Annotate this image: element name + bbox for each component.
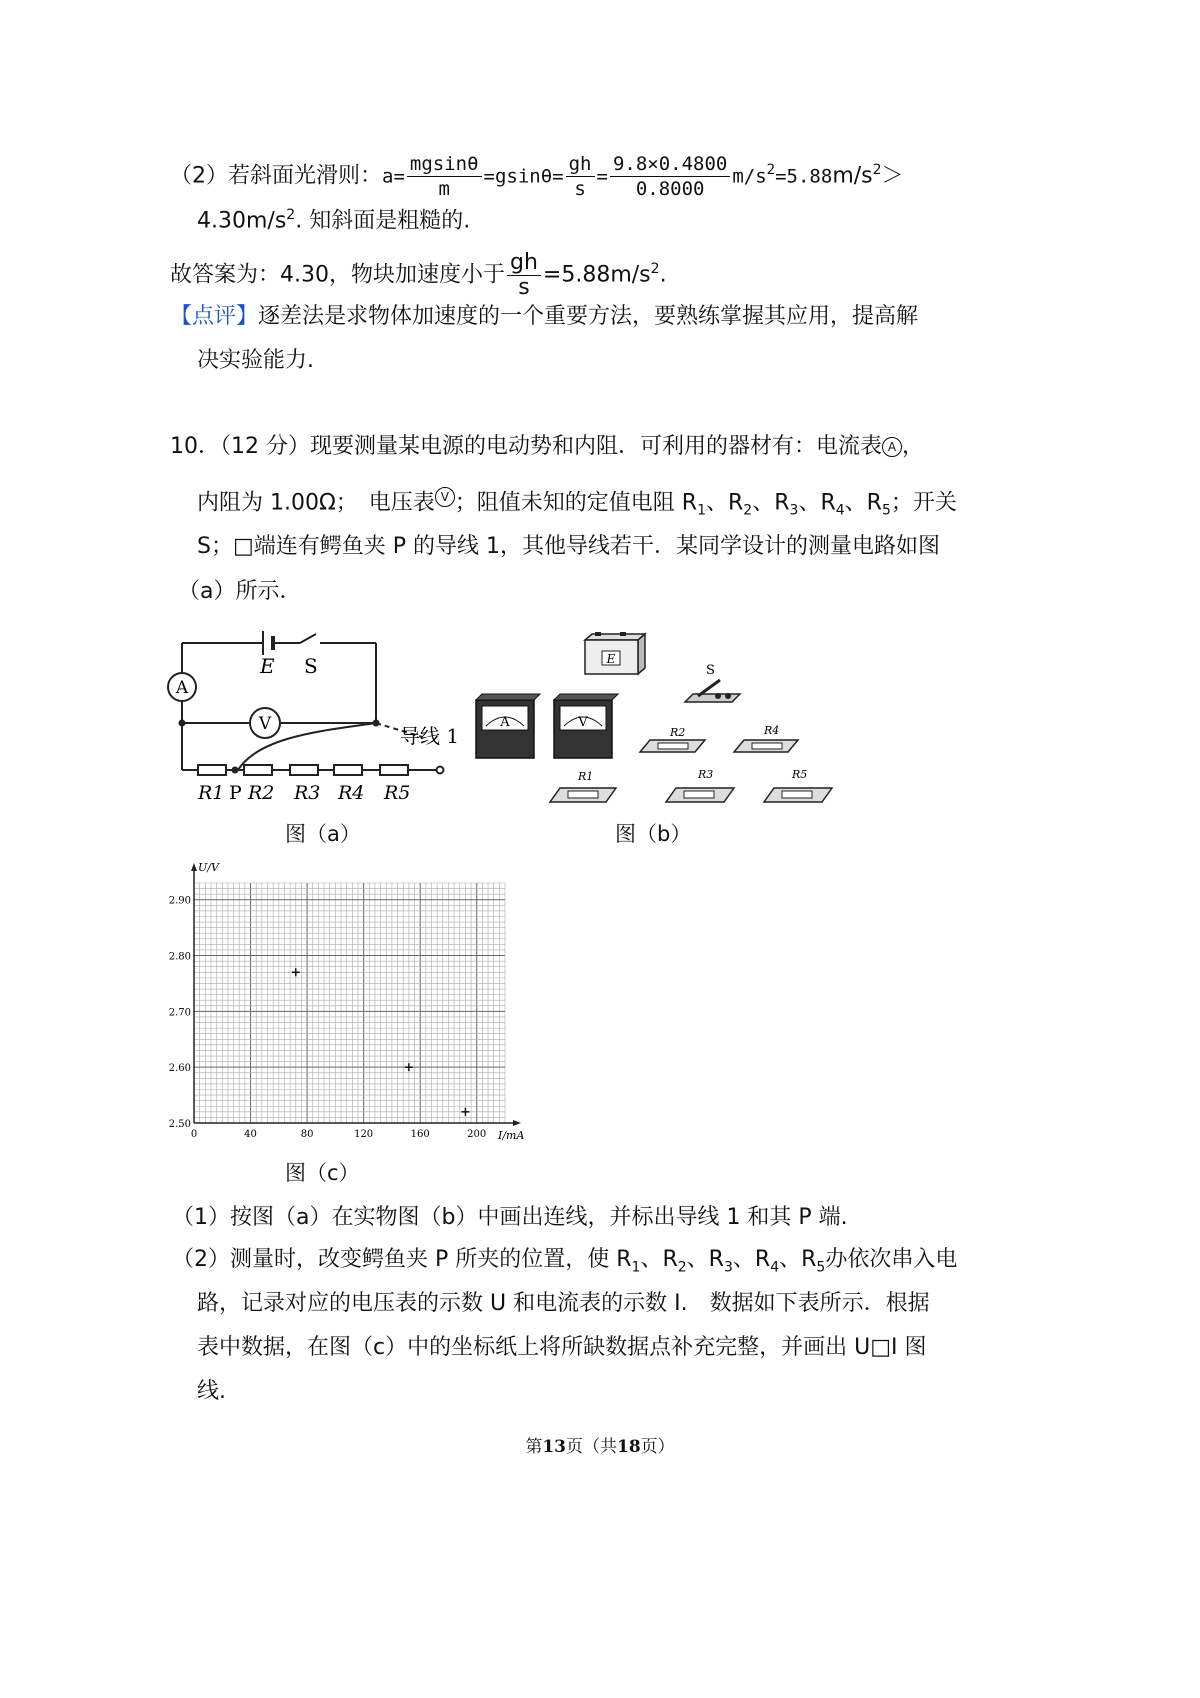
y-tick-label: 2.70 xyxy=(168,1007,191,1019)
fraction-numeric: $\frac{9.8\times 0.4800}{0.8000}$ xyxy=(610,152,730,201)
x-tick-label: 40 xyxy=(244,1129,257,1140)
ammeter-symbol: A xyxy=(882,437,902,457)
r2-label: R2 xyxy=(248,782,275,804)
x-axis-label: I/mA xyxy=(498,1129,525,1142)
x-tick-label: 80 xyxy=(300,1129,314,1140)
review-tag: 【点评】 xyxy=(170,304,259,329)
svg-text:S: S xyxy=(706,663,715,678)
fraction-gh-s-answer: $\frac{gh}{s}$ xyxy=(507,251,541,300)
part2-line2: $4.30m/s^2$. 知斜面是粗糙的. xyxy=(197,207,471,234)
q10-line3: S；□端连有鳄鱼夹 P 的导线 1，其他导线若干．某同学设计的测量电路如图 xyxy=(197,534,940,559)
fraction-gh-s: $\frac{gh}{s}$ xyxy=(566,152,595,201)
greater-than: ＞ xyxy=(881,163,904,189)
page-number: 13 xyxy=(542,1437,566,1457)
svg-text:V: V xyxy=(578,715,588,730)
circuit-diagram xyxy=(160,625,460,810)
sub2-line4: 线. xyxy=(197,1379,226,1404)
y-tick-label: 2.50 xyxy=(168,1119,191,1130)
y-tick-label: 2.80 xyxy=(168,951,191,963)
part2-mid: =gsinθ= xyxy=(483,165,564,188)
u-i-graph xyxy=(160,855,530,1150)
x-axis-arrow xyxy=(513,1120,521,1126)
y-tick-label: 2.60 xyxy=(168,1063,191,1075)
r4-label: R4 xyxy=(338,782,365,804)
svg-text:R2: R2 xyxy=(670,726,686,739)
q10-line1: 10．（12 分）现要测量某电源的电动势和内阻．可利用的器材有：电流表 A ， xyxy=(170,434,924,459)
q10-line4: （a）所示． xyxy=(178,579,302,604)
part2-prefix: （2）若斜面光滑则： xyxy=(170,163,382,189)
resistor-r5-icon xyxy=(764,768,832,802)
unit-b: m/s xyxy=(832,163,873,189)
data-point xyxy=(292,968,300,976)
review-line2: 决实验能力. xyxy=(197,348,314,373)
r1-label: R1 xyxy=(198,782,225,804)
wire1-label: 导线 1 xyxy=(400,724,460,748)
r3-label: R3 xyxy=(294,782,321,804)
switch-label: S xyxy=(304,654,318,678)
unit-b-square: 2 xyxy=(872,162,882,178)
part2-result: =5.88 xyxy=(775,165,833,188)
grid-lines xyxy=(194,883,505,1123)
x-tick-label: 0 xyxy=(190,1129,198,1140)
svg-text:R4: R4 xyxy=(764,724,780,737)
review-line1: 【点评】逐差法是求物体加速度的一个重要方法，要熟练掌握其应用，提高解 xyxy=(170,304,919,329)
p-label: P xyxy=(229,782,242,804)
ammeter-label: A xyxy=(175,678,189,698)
y-axis-label: U/V xyxy=(198,861,219,874)
part2-a-eq: a= xyxy=(382,165,405,188)
emf-label: E xyxy=(260,654,275,678)
svg-text:R3: R3 xyxy=(698,768,714,781)
caption-c: 图（c） xyxy=(285,1161,360,1185)
voltmeter-symbol: V xyxy=(435,487,455,507)
part2-eq: = xyxy=(596,165,608,188)
ammeter-device-icon xyxy=(476,694,540,758)
svg-text:E: E xyxy=(606,652,616,666)
apparatus-figure xyxy=(470,630,840,815)
x-tick-label: 120 xyxy=(354,1129,374,1140)
battery-box-icon xyxy=(585,632,645,674)
fraction-mgsin: $\frac{mgsin\theta}{m}$ xyxy=(407,152,482,201)
sub1: （1）按图（a）在实物图（b）中画出连线，并标出导线 1 和其 P 端. xyxy=(172,1205,848,1230)
sub2-line3: 表中数据，在图（c）中的坐标纸上将所缺数据点补充完整，并画出 U□I 图 xyxy=(197,1335,927,1360)
data-point xyxy=(461,1108,469,1116)
y-tick-label: 2.90 xyxy=(168,895,191,907)
svg-text:R5: R5 xyxy=(792,768,808,781)
sub2-line1: （2）测量时，改变鳄鱼夹 P 所夹的位置，使 $R_1$、$R_2$、$R_3$、$R_4$、$R_5$办依次串入电 xyxy=(172,1247,958,1276)
unit-a: m/s xyxy=(732,165,767,188)
q10-line2: 内阻为 1.00Ω； 电压表 V ；阻值未知的定值电阻 $R_1$、$R_2$、$R_3$、$R_4$、$R_5$；开关 xyxy=(197,487,957,526)
data-point xyxy=(405,1063,413,1071)
page-footer: 第13页（共18页） xyxy=(525,1437,675,1457)
svg-text:R1: R1 xyxy=(578,770,594,783)
sub2-line2: 路，记录对应的电压表的示数 U 和电流表的示数 I. 数据如下表所示．根据 xyxy=(197,1291,930,1316)
resistor-r3-icon xyxy=(666,768,734,802)
x-tick-label: 200 xyxy=(467,1129,487,1140)
unit-a-square: 2 xyxy=(766,162,776,178)
switch-icon xyxy=(685,663,740,702)
x-tick-label: 160 xyxy=(410,1129,430,1140)
part2-line1 xyxy=(170,140,904,200)
page-total: 18 xyxy=(617,1437,641,1457)
svg-text:A: A xyxy=(500,715,510,730)
y-axis-arrow xyxy=(191,863,197,871)
resistor-r1-icon xyxy=(550,770,616,802)
caption-b: 图（b） xyxy=(615,822,692,846)
resistor-r2-icon xyxy=(640,726,705,752)
resistor-r4-icon xyxy=(734,724,798,752)
answer-line: 故答案为：4.30，物块加速度小于 $\frac{gh}{s}$ $=5.88m/s^2$. xyxy=(170,249,667,300)
voltmeter-device-icon xyxy=(554,694,618,758)
voltmeter-label: V xyxy=(258,714,272,734)
caption-a: 图（a） xyxy=(285,822,361,846)
r5-label: R5 xyxy=(384,782,411,804)
